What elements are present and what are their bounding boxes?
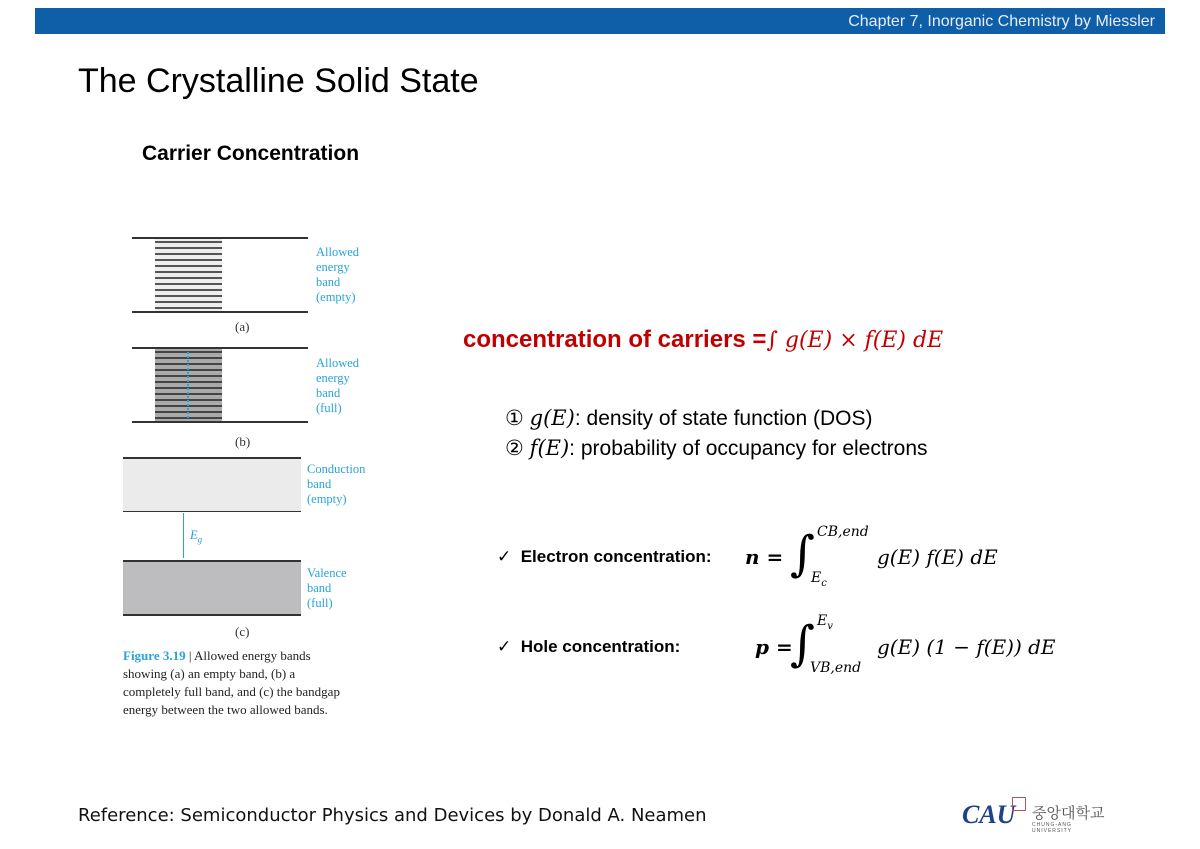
conduction-band [123,457,301,512]
header-bar [35,8,1165,34]
caption-b: (b) [235,434,251,449]
band-b-label: Allowed energy band (full) [316,356,360,415]
header-text: Chapter 7, Inorganic Chemistry by Miessler [848,13,1155,30]
carrier-formula: concentration of carriers =∫ g(E) × f(E) dE [463,326,944,353]
definition-g: ① g(E): density of state function (DOS) [505,406,873,430]
empty-band-levels [155,237,222,311]
figure-caption: Figure 3.19 | Allowed energy bands showing (a) an empty band, (b) a completely full band, and (c) the bandgap energy between the two allowed bands. [123,648,340,717]
hole-equation: p = ∫ $E_v$ VB,end g(E) (1 − f(E)) dE [755,613,1056,676]
eg-label: $E_g$ [190,528,203,545]
reference-text: Reference: Semiconductor Physics and Devices by Donald A. Neamen [78,805,707,826]
university-logo: CAU 중앙대학교 CHUNG-ANG UNIVERSITY [960,792,1110,837]
definition-f: ② f(E): probability of occupancy for electrons [505,436,928,460]
hole-concentration-label: ✓ Hole concentration: [497,637,681,656]
band-a-label: Allowed energy band (empty) [316,245,360,304]
valence-band [123,560,301,616]
conduction-label: Conduction band (empty) [307,462,366,506]
electron-dots [187,352,189,418]
caption-c: (c) [235,624,250,639]
bandgap-arrow [183,513,184,558]
caption-a: (a) [235,319,250,334]
section-subtitle: Carrier Concentration [142,142,360,165]
slide-title: The Crystalline Solid State [78,62,479,100]
electron-equation: n = ∫ CB,end $E_c$ g(E) f(E) dE [745,524,998,589]
valence-label: Valence band (full) [307,566,347,610]
electron-concentration-label: ✓ Electron concentration: [497,547,712,566]
